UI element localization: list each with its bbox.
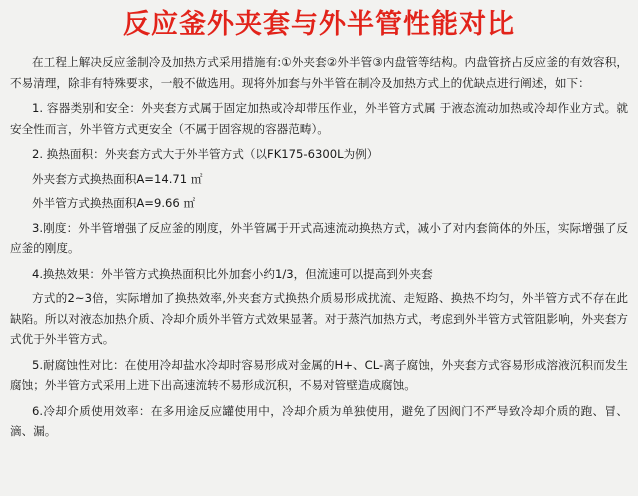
corrosion-paragraph: 5.耐腐蚀性对比：在使用冷却盐水冷却时容易形成对金属的H+、CL-离子腐蚀，外夹套方式容易形成溶液沉积而发生腐蚀；外半管方式采用上进下出高速流转不易形成沉积，不易对管壁造成腐蚀。 <box>10 357 628 392</box>
coolant-efficiency-paragraph: 6.冷却介质使用效率：在多用途反应罐使用中，冷却介质为单独使用，避免了因阀门不严导致冷却介质的跑、冒、滴、漏。 <box>10 403 628 438</box>
heat-effect-continuation-paragraph: 方式的2~3倍，实际增加了换热效率,外夹套方式换热介质易形成扰流、走短路、换热不均匀，外半管方式不存在此缺陷。所以对液态加热介质、冷却介质外半管方式效果显著。对于蒸汽加热方式，考虑到外半管方式管阻影响，外夹套方式优于外半管方式。 <box>10 291 628 346</box>
half-pipe-area-line: 外半管方式换热面积A=9.66 ㎡ <box>32 196 196 210</box>
intro-paragraph: 在工程上解决反应釜制冷及加热方式采用措施有:①外夹套②外半管③内盘管等结构。内盘管挤占反应釜的有效容积，不易清理，除非有特殊要求，一般不做选用。现将外加套与外半管在制冷及加热方式上的优缺点进行阐述，如下： <box>10 55 628 90</box>
heat-area-paragraph: 2. 换热面积：外夹套方式大于外半管方式（以FK175-6300L为例） <box>32 147 379 161</box>
rigidity-paragraph: 3.刚度：外半管增强了反应釜的刚度，外半管属于开式高速流动换热方式，减小了对内套筒体的外压，实际增强了反应釜的刚度。 <box>10 220 628 255</box>
jacket-area-line: 外夹套方式换热面积A=14.71 ㎡ <box>32 171 203 186</box>
document-title: 反应釜外夹套与外半管性能对比 <box>123 9 515 40</box>
heat-effect-paragraph: 4.换热效果：外半管方式换热面积比外加套小约1/3，但流速可以提高到外夹套 <box>32 266 433 281</box>
container-safety-paragraph: 1. 容器类别和安全：外夹套方式属于固定加热或冷却带压作业，外半管方式属 于液态流动加热或冷却作业方式。就安全性而言，外半管方式更安全（不属于固容规的容器范畴）。 <box>10 101 628 136</box>
